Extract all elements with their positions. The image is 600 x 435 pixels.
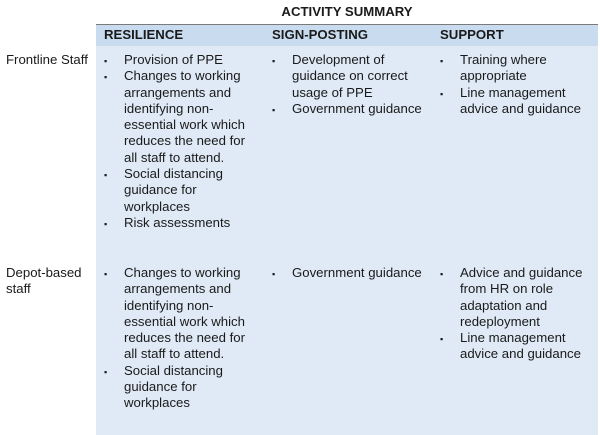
list-item: [96, 215, 260, 231]
list-item-text: Risk assessments: [124, 214, 231, 230]
list-item: [96, 166, 260, 215]
square-bullet-icon: ▪: [104, 72, 108, 83]
table-row-depot: [0, 259, 598, 435]
list-item: [96, 52, 260, 68]
square-bullet-icon: ▪: [272, 269, 276, 279]
signposting-cell: [264, 259, 432, 435]
list-item-text: Changes to working arrangements and identifying non-essential work which reduces the need for all staff to attend.: [124, 68, 245, 165]
column-header-row: [0, 25, 598, 47]
row-label: Depot-based staff: [0, 259, 96, 435]
square-bullet-icon: ▪: [104, 269, 108, 279]
list-item: [432, 330, 594, 363]
table-title: ACTIVITY SUMMARY: [96, 0, 598, 25]
list-item-text: Provision of PPE: [124, 52, 223, 67]
header-blank-cell: [0, 25, 96, 47]
table-title-row: [0, 0, 598, 25]
list-item-text: Line management advice and guidance: [460, 84, 581, 116]
list-item-text: Changes to working arrangements and identifying non-essential work which reduces the need for all staff to attend.: [124, 265, 245, 362]
square-bullet-icon: ▪: [104, 170, 108, 181]
square-bullet-icon: ▪: [440, 56, 444, 66]
list-item-text: Advice and guidance from HR on role adaptation and redeployment: [460, 265, 583, 329]
square-bullet-icon: ▪: [104, 218, 108, 229]
resilience-cell: [96, 46, 264, 259]
list-item: [264, 265, 428, 281]
list-item: [264, 101, 428, 117]
list-item-text: Development of guidance on correct usage of PPE: [292, 52, 408, 100]
list-item-text: Social distancing guidance for workplaces: [124, 362, 223, 411]
support-list: [432, 52, 594, 117]
support-cell: [432, 46, 598, 259]
header-resilience: RESILIENCE: [96, 25, 264, 47]
list-item: [432, 265, 594, 330]
title-blank-cell: [0, 0, 96, 25]
support-list: [432, 265, 594, 363]
list-item-text: Government guidance: [292, 100, 422, 116]
row-label: Frontline Staff: [0, 46, 96, 259]
list-item-text: Line management advice and guidance: [460, 330, 581, 362]
square-bullet-icon: ▪: [440, 334, 444, 345]
list-item: [264, 52, 428, 101]
list-item: [96, 68, 260, 166]
header-support: SUPPORT: [432, 25, 598, 47]
square-bullet-icon: ▪: [440, 269, 444, 279]
resilience-list: [96, 265, 260, 412]
resilience-list: [96, 52, 260, 231]
square-bullet-icon: ▪: [104, 366, 108, 377]
signposting-cell: [264, 46, 432, 259]
signposting-list: [264, 265, 428, 281]
list-item: [432, 52, 594, 85]
list-item-text: Training where appropriate: [460, 52, 547, 84]
list-item-text: Social distancing guidance for workplaces: [124, 166, 223, 214]
square-bullet-icon: ▪: [440, 88, 444, 99]
square-bullet-icon: ▪: [272, 56, 276, 66]
header-signposting: SIGN-POSTING: [264, 25, 432, 47]
square-bullet-icon: ▪: [272, 104, 276, 115]
support-cell: [432, 259, 598, 435]
list-item: [432, 85, 594, 118]
signposting-list: [264, 52, 428, 117]
list-item: [96, 265, 260, 363]
list-item-text: Government guidance: [292, 265, 422, 280]
table-row-frontline: [0, 46, 598, 259]
resilience-cell: [96, 259, 264, 435]
square-bullet-icon: ▪: [104, 56, 108, 66]
list-item: [96, 363, 260, 412]
